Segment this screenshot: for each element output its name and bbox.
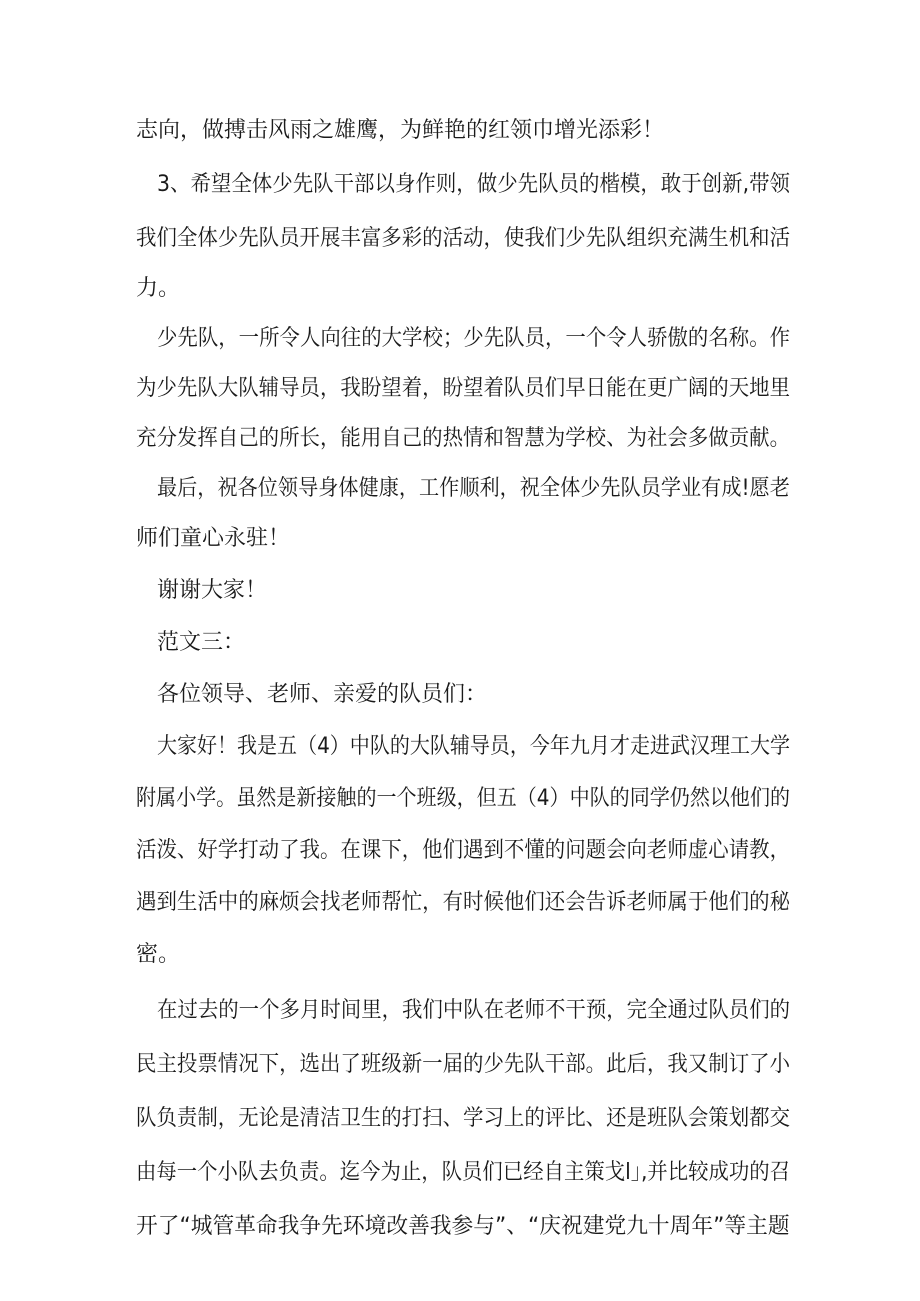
text-line: 谢谢大家！ [157, 578, 268, 603]
text-line: 力。 [136, 276, 181, 301]
text-line: 为少先队大队辅导员，我盼望着，盼望着队员们早日能在更广阔的天地里 [136, 376, 791, 401]
text-line: 在过去的一个多月时间里，我们中队在老师不干预，完全通过队员们的 [157, 998, 791, 1023]
text-line: 充分发挥自己的所长，能用自己的热情和智慧为学校、为社会多做贡献。 [136, 426, 791, 451]
text-line: 师们童心永驻！ [136, 526, 291, 551]
text-line: 志向，做搏击风雨之雄鹰，为鲜艳的红领巾增光添彩！ [136, 118, 665, 143]
text-line: 活泼、好学打动了我。在课下，他们遇到不懂的问题会向老师虚心请教， [136, 838, 791, 863]
text-line: 3、希望全体少先队干部以身作则，做少先队员的楷模，敢于创新,带领 [157, 172, 790, 197]
text-line: 密。 [136, 942, 181, 967]
text-line: 开了“城管革命我争先环境改善我参与”、“庆祝建党九十周年”等主题 [136, 1214, 790, 1239]
text-line: 遇到生活中的麻烦会找老师帮忙，有时候他们还会告诉老师属于他们的秘 [136, 890, 791, 915]
text-line: 各位领导、老师、亲爱的队员们： [157, 682, 488, 707]
text-line: 范文三： [157, 630, 246, 655]
text-line: 少先队，一所令人向往的大学校；少先队员，一个令人骄傲的名称。作 [157, 326, 791, 351]
text-line: 我们全体少先队员开展丰富多彩的活动，使我们少先队组织充满生机和活 [136, 226, 791, 251]
text-line: 最后，祝各位领导身体健康，工作顺利，祝全体少先队员学业有成!愿老 [157, 476, 790, 501]
text-line: 由每一个小队去负责。迄今为止，队员们已经自主策戈l｣,并比较成功的召 [136, 1160, 791, 1185]
text-line: 大家好！我是五（4）中队的大队辅导员，今年九月才走进武汉理工大学 [157, 734, 791, 759]
text-line: 附属小学。虽然是新接触的一个班级，但五（4）中队的同学仍然以他们的 [136, 786, 791, 811]
text-line: 民主投票情况下，选出了班级新一届的少先队干部。此后，我又制订了小 [136, 1052, 791, 1077]
text-line: 队负责制，无论是清洁卫生的打扫、学习上的评比、还是班队会策划都交 [136, 1106, 791, 1131]
